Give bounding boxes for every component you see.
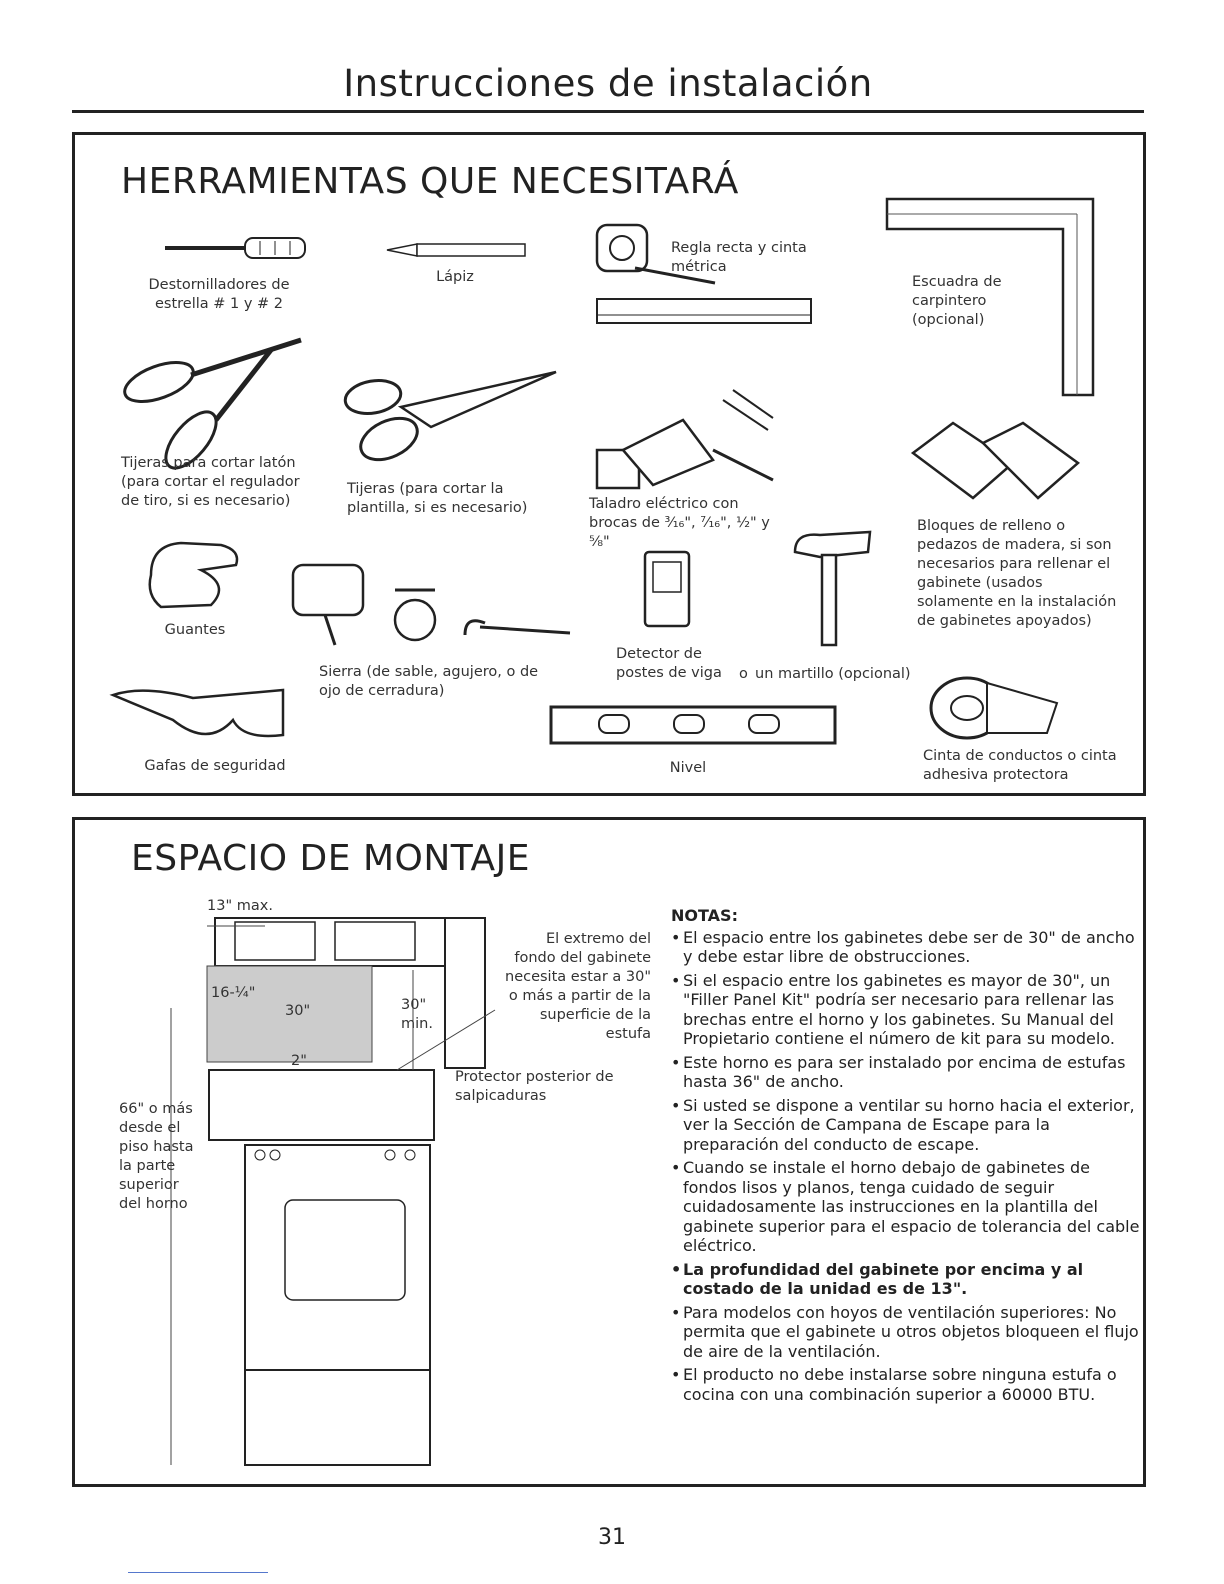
note-item: • El espacio entre los gabinetes debe ser de 30" de ancho y debe estar libre de obstrucciones. [671,928,1141,967]
screwdrivers-label: Destornilladores de estrella # 1 y # 2 [148,277,290,312]
scissors-label: Tijeras (para cortar la plantilla, si es necesario) [347,481,528,516]
filler-blocks-icon [913,423,1083,513]
notes-title: NOTAS: [671,906,738,925]
dim-30-label: 30" [401,997,427,1013]
page-header [72,58,1144,113]
tape-label: Cinta de conductos o cinta adhesiva protectora [923,748,1117,783]
square-label: Escuadra de carpintero (opcional) [912,274,1002,328]
saw-label: Sierra (de sable, agujero, o de ojo de cerradura) [319,664,539,699]
pencil-icon [387,243,527,257]
note-item: • Para modelos con hoyos de ventilación superiores: No permita que el gabinete u otros objetos bloqueen el flujo de aire de la ventilación. [671,1303,1141,1362]
note-item: • Si el espacio entre los gabinetes es mayor de 30", un "Filler Panel Kit" podría ser necesario para rellenar las brechas entre el horno y los gabinetes. Su Manual del Propietario contiene el número de kit para su modelo. [671,971,1141,1049]
dim-2-label: 2" [291,1053,307,1069]
hammer-icon [790,527,880,647]
tin-snips-icon [121,330,311,465]
mount-title: ESPACIO DE MONTAJE [131,838,530,879]
tools-section [72,132,1146,796]
level-label: Nivel [669,760,707,776]
drill-label: Taladro eléctrico con brocas de ³⁄₁₆", ⁷⁄₁₆", ½" y ⅝" [589,496,770,550]
page-title: Instrucciones de instalación [343,62,873,105]
duct-tape-icon [927,663,1067,743]
saw-icon [285,535,575,645]
tools-title: HERRAMIENTAS QUE NECESITARÁ [121,161,739,202]
page-number: 31 [598,1525,626,1550]
gloves-label: Guantes [164,622,226,638]
dim-30-width-label: 30" [285,1003,311,1019]
note-item: • Si usted se dispone a ventilar su horno hacia el exterior, ver la Sección de Campana de Escape para la preparación del conducto de escape. [671,1096,1141,1155]
stud-finder-label: Detector de postes de viga [616,646,722,681]
glasses-label: Gafas de seguridad [144,758,286,774]
note-item: • El producto no debe instalarse sobre ninguna estufa o cocina con una combinación superior a 60000 BTU. [671,1365,1141,1404]
safety-glasses-icon [113,680,293,755]
tin-snips-label: Tijeras para cortar latón (para cortar el regulador de tiro, si es necesario) [121,455,300,509]
screwdriver-icon [165,233,315,263]
stud-finder-icon [643,550,693,630]
hammer-label: un martillo (opcional) [755,666,911,682]
height-66-label: 66" o más desde el piso hasta la parte superior del horno [119,1101,194,1212]
note-item-bold: • La profundidad del gabinete por encima y al costado de la unidad es de 13". [671,1260,1141,1299]
footer-line [128,1572,268,1573]
cabinet-depth-note: El extremo del fondo del gabinete necesita estar a 30" o más a partir de la superficie de la estufa [505,931,651,1042]
max-13-label: 13" max. [207,898,273,914]
dim-16-label: 16-¼" [211,985,256,1001]
level-icon [549,705,837,745]
note-item: • Este horno es para ser instalado por encima de estufas hasta 36" de ancho. [671,1053,1141,1092]
pencil-label: Lápiz [436,269,474,285]
notes-list [671,928,1141,1405]
or-label: o [739,666,748,682]
min-label: min. [401,1016,433,1032]
note-item: • Cuando se instale el horno debajo de gabinetes de fondos lisos y planos, tenga cuidado de seguir cuidadosamente las instrucciones en la plantilla del gabinete superior para el espacio de tolerancia del cable eléctrico. [671,1158,1141,1256]
backsplash-label: Protector posterior de salpicaduras [455,1069,614,1104]
notes-block [671,906,1141,1408]
ruler-label: Regla recta y cinta métrica [671,240,807,275]
mounting-section [72,817,1146,1487]
drill-icon [593,390,783,495]
installation-diagram [155,900,495,1480]
filler-label: Bloques de relleno o pedazos de madera, si son necesarios para rellenar el gabinete (usados solamente en la instalación de gabinetes apoyados) [917,518,1117,629]
scissors-icon [341,367,561,467]
gloves-icon [141,535,251,615]
